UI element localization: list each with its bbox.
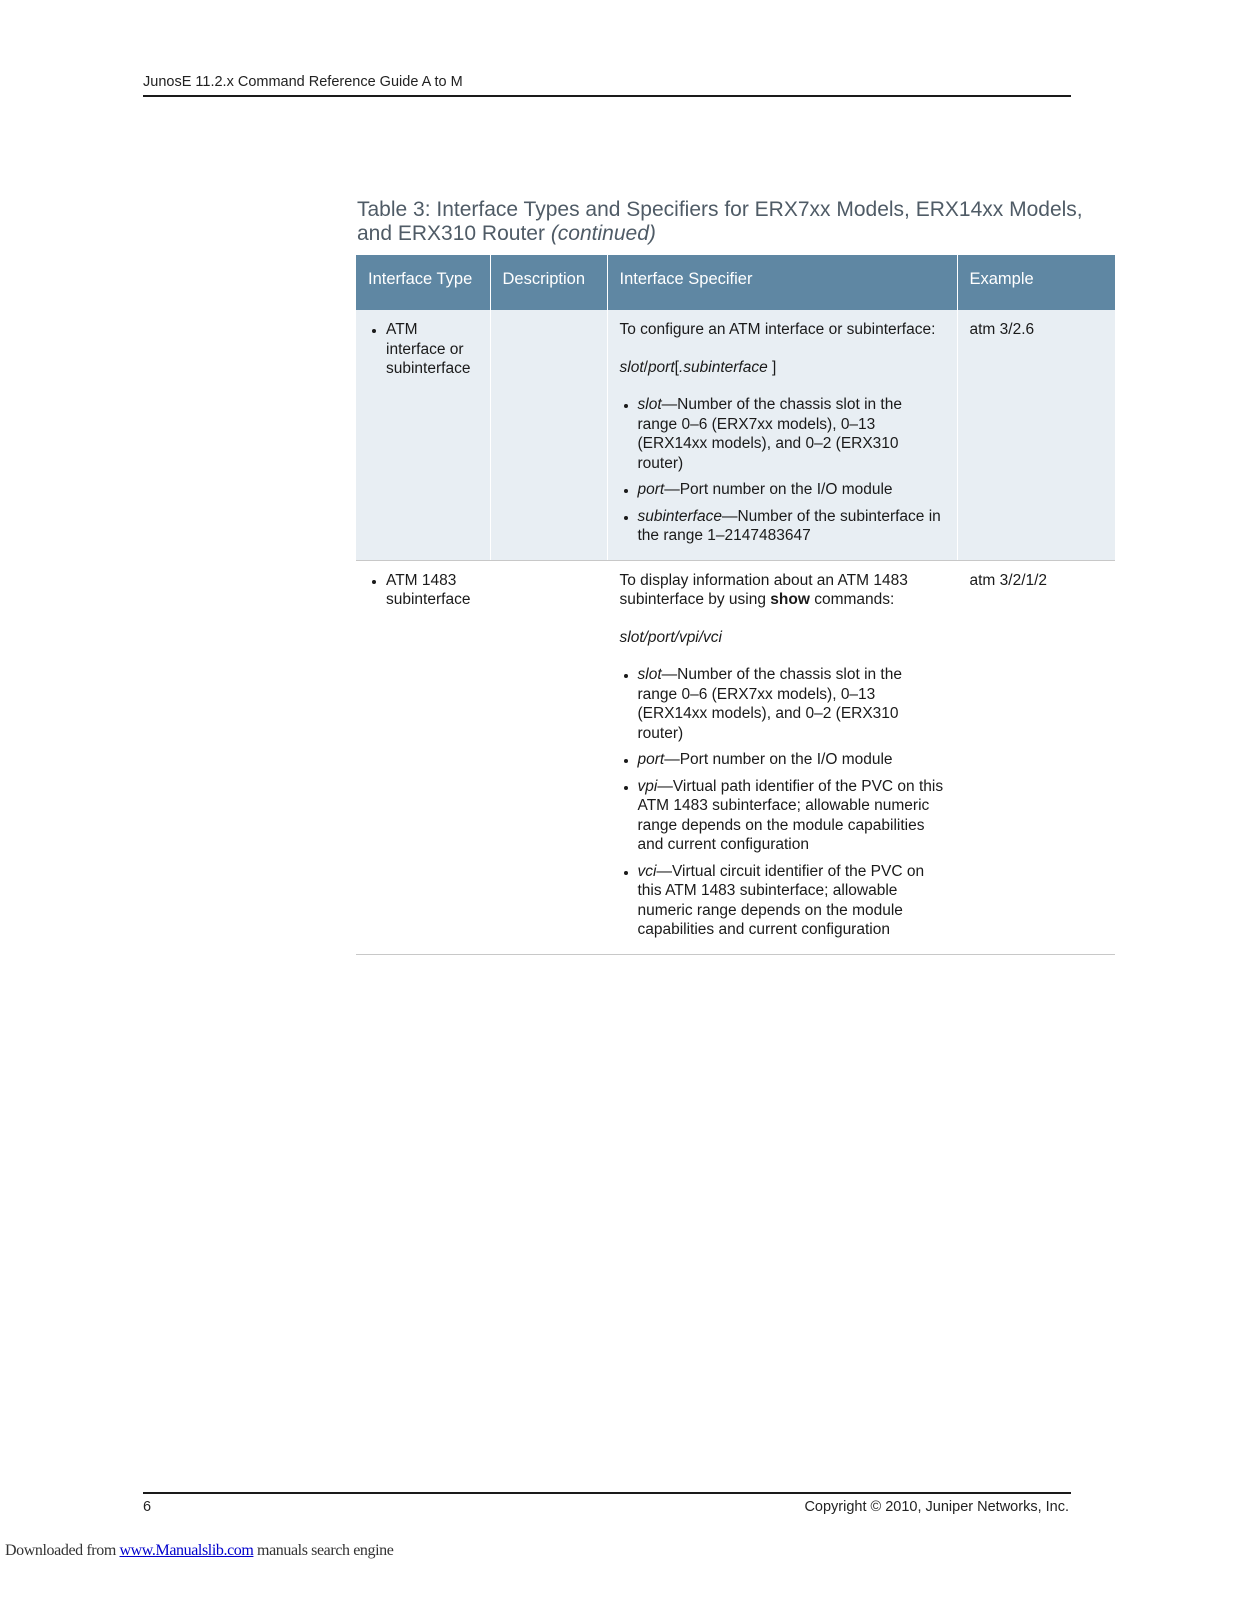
specifier-bullet [638,480,945,500]
bullet-text: —Virtual path identifier of the PVC on this ATM 1483 subinterface; allowable numeric range depends on the module capabilities and current configuration [637,777,944,853]
syntax-subinterface: .subinterface [678,358,768,376]
bullet-text: —Number of the chassis slot in the range 0–6 (ERX7xx models), 0–13 (ERX14xx models), and 0–2 (ERX310 router) [637,396,902,472]
column-header-description: Description [490,255,607,310]
bullet-term: slot [637,396,662,413]
syntax-open-bracket: [ [674,358,679,376]
specifier-bullet [638,862,945,940]
bullet-term: subinterface [637,507,722,525]
download-note-suffix: manuals search engine [253,1542,394,1559]
specifier-intro [620,571,945,610]
bullet-term: port [637,481,665,498]
intro-text: To display information about an ATM 1483 subinterface by using [619,571,908,608]
column-header-interface-specifier: Interface Specifier [607,255,957,310]
bullet-text: —Number of the subinterface in the range 1–2147483647 [637,507,941,544]
table-header-row [356,255,1115,310]
bullet-term: slot [637,666,662,683]
bullet-text: —Virtual circuit identifier of the PVC on this ATM 1483 subinterface; allowable numeric range depends on the module capabilities and current configuration [637,862,925,938]
cell-interface-specifier [607,560,957,954]
table-row [356,560,1115,954]
specifier-bullet [638,750,945,770]
specifier-syntax [620,358,945,378]
bullet-text: —Number of the chassis slot in the range 0–6 (ERX7xx models), 0–13 (ERX14xx models), and 0–2 (ERX310 router) [637,666,902,742]
bullet-term: vci [637,862,657,880]
cell-interface-type [356,560,490,954]
running-header [143,74,1071,97]
download-note [5,1542,393,1560]
specifier-bullet [638,665,945,743]
cell-description [490,310,607,560]
syntax-close-bracket: ] [767,358,777,376]
running-header-title: JunosE 11.2.x Command Reference Guide A to M [143,74,463,90]
interface-type-item: • ATM interface or subinterface [386,320,478,379]
syntax-port: port [647,358,675,376]
running-footer [143,1492,1071,1515]
specifier-bullet [638,395,945,473]
table-row [356,310,1115,560]
specifier-bullet [638,777,945,855]
copyright-notice: Copyright © 2010, Juniper Networks, Inc. [804,1499,1069,1515]
specifier-syntax: slot/port/vpi/vci [619,628,723,646]
bullet-term: vpi [637,777,658,795]
interface-types-table [356,255,1115,955]
cell-interface-specifier [607,310,957,560]
intro-text-end: commands: [809,591,895,608]
specifier-intro: To configure an ATM interface or subinterface: [619,321,936,338]
table-title-continued: (continued) [550,222,656,245]
intro-keyword: show [770,591,810,608]
syntax-separator: / [643,358,648,376]
cell-interface-type [356,310,490,560]
download-note-prefix: Downloaded from [5,1542,120,1559]
table-title [357,198,1097,246]
table-title-main: Table 3: Interface Types and Specifiers for ERX7xx Models, ERX14xx Models, and ERX310 Router [357,198,1083,245]
cell-description [490,560,607,954]
bullet-term: port [637,751,665,768]
bullet-text: —Port number on the I/O module [664,481,893,498]
page-number: 6 [143,1499,152,1515]
syntax-slot: slot [619,358,644,376]
manualslib-link[interactable]: www.Manualslib.com [119,1542,254,1559]
interface-type-item: • ATM 1483 subinterface [386,571,478,610]
cell-example: atm 3/2.6 [957,310,1115,560]
cell-example: atm 3/2/1/2 [957,560,1115,954]
column-header-interface-type: Interface Type [356,255,490,310]
bullet-text: —Port number on the I/O module [664,751,893,768]
column-header-example: Example [957,255,1115,310]
specifier-bullet [638,507,945,546]
